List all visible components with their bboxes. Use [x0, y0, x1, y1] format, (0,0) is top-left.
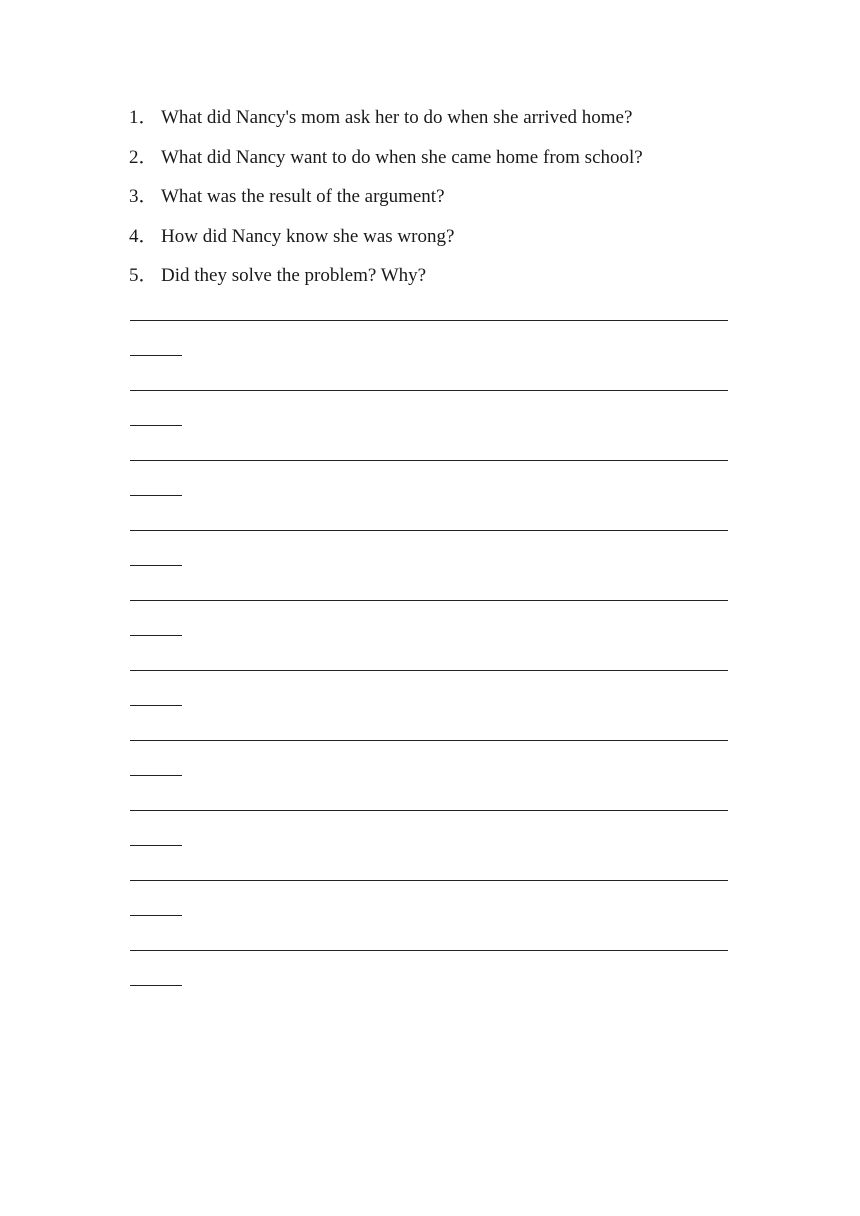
answer-line-tail [130, 635, 182, 636]
question-text: What did Nancy's mom ask her to do when she arrived home? [161, 107, 633, 128]
question-number: 4． [129, 225, 158, 247]
answer-line [130, 670, 728, 671]
answer-line-tail [130, 565, 182, 566]
answer-line-block[interactable] [130, 810, 728, 880]
question-text: What did Nancy want to do when she came home from school? [161, 146, 643, 168]
answer-line-tail [130, 705, 182, 706]
answer-line [130, 320, 728, 321]
answer-line-block[interactable] [130, 670, 728, 740]
question-number: 1． [129, 107, 158, 128]
question-number: 2． [129, 146, 158, 168]
answer-line-tail [130, 915, 182, 916]
answer-line-tail [130, 495, 182, 496]
question-text: How did Nancy know she was wrong? [161, 225, 455, 247]
answer-line-tail [130, 985, 182, 986]
answer-line-block[interactable] [130, 600, 728, 670]
answer-line [130, 600, 728, 601]
answer-line [130, 810, 728, 811]
answer-line-block[interactable] [130, 390, 728, 460]
answer-line [130, 390, 728, 391]
answer-line [130, 530, 728, 531]
answer-line [130, 880, 728, 881]
answer-line-block[interactable] [130, 880, 728, 950]
question-text: Did they solve the problem? Why? [161, 265, 427, 286]
answer-line [130, 460, 728, 461]
answer-line-block[interactable] [130, 530, 728, 600]
question-item [129, 223, 749, 263]
question-item [129, 144, 749, 184]
answer-line-block[interactable] [130, 320, 728, 390]
question-item [129, 262, 749, 302]
answer-line [130, 740, 728, 741]
answer-line-block[interactable] [130, 950, 728, 1020]
question-text: What was the result of the argument? [161, 186, 445, 207]
answer-line-tail [130, 775, 182, 776]
question-number: 3． [129, 186, 158, 207]
answer-line [130, 950, 728, 951]
answer-line-tail [130, 355, 182, 356]
question-number: 5． [129, 265, 158, 286]
answer-line-tail [130, 845, 182, 846]
answer-area[interactable] [130, 320, 728, 1020]
question-list [129, 104, 749, 302]
answer-line-block[interactable] [130, 740, 728, 810]
answer-line-tail [130, 425, 182, 426]
question-item [129, 183, 749, 223]
answer-line-block[interactable] [130, 460, 728, 530]
question-item [129, 104, 749, 144]
